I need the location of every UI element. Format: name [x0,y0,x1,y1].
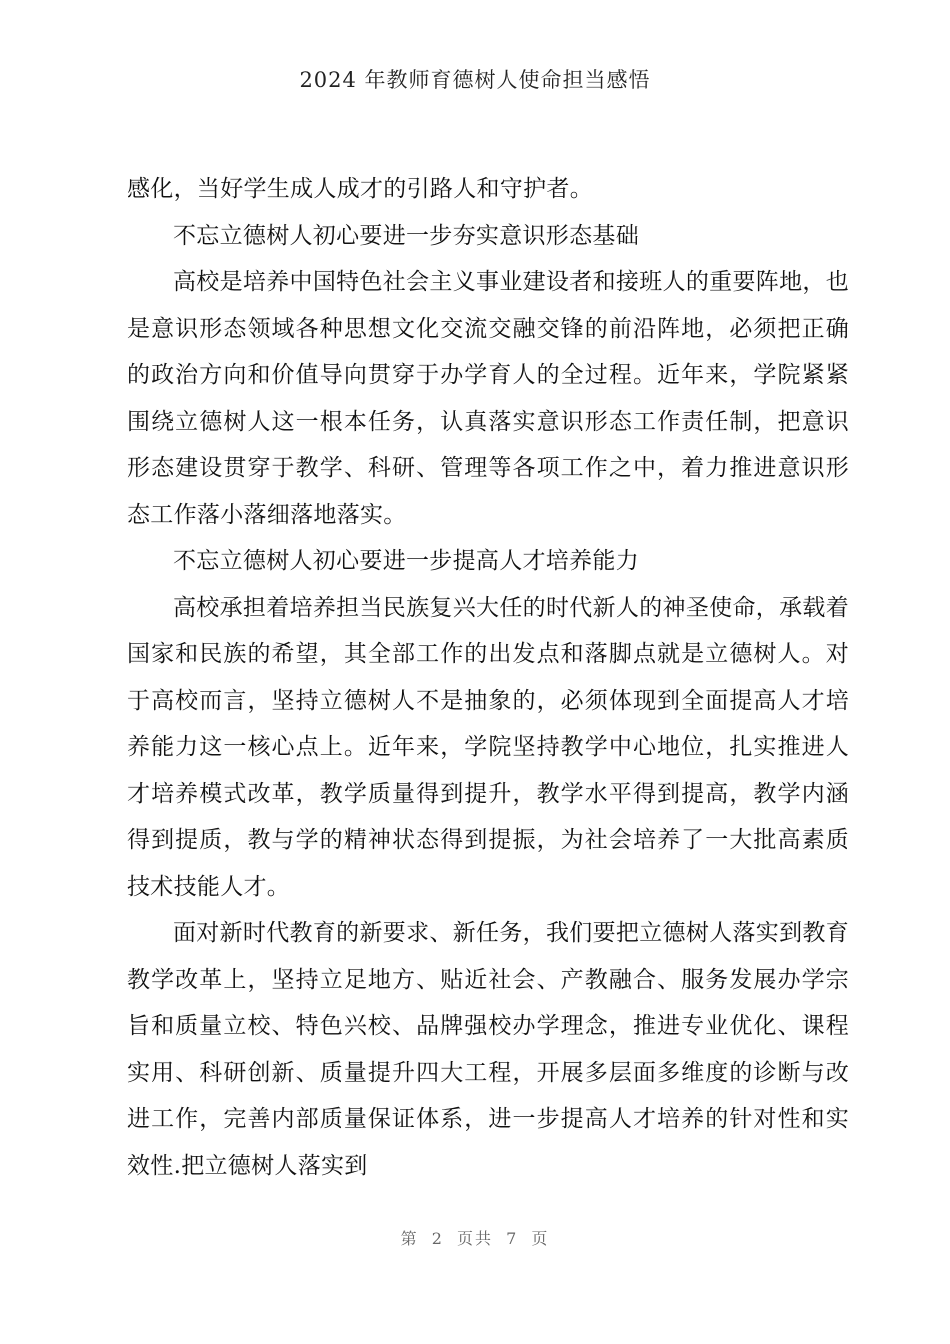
section-heading: 不忘立德树人初心要进一步提高人才培养能力 [173,548,639,574]
paragraph: 高校是培养中国特色社会主义事业建设者和接班人的重要阵地，也是意识形态领域各种思想文化交流交融交锋的前沿阵地，必须把正确的政治方向和价值导向贯穿于办学育人的全过程。近年来，学院紧紧围绕立德树人这一根本任务，认真落实意识形态工作责任制，把意识形态建设贯穿于教学、科研、管理等各项工作之中，着力推进意识形态工作落小落细落地落实。 [127,269,849,528]
page-title: 2024 年教师育德树人使命担当感悟 [299,68,651,92]
paragraph-continuation: 感化，当好学生成人成才的引路人和守护者。 [127,176,593,202]
paragraph: 高校承担着培养担当民族复兴大任的时代新人的神圣使命，承载着国家和民族的希望，其全部工作的出发点和落脚点就是立德树人。对于高校而言，坚持立德树人不是抽象的，必须体现到全面提高人才培养能力这一核心点上。近年来，学院坚持教学中心地位，扎实推进人才培养模式改革，教学质量得到提升，教学水平得到提高，教学内涵得到提质，教与学的精神状态得到提振，为社会培养了一大批高素质技术技能人才。 [127,594,849,900]
paragraph: 面对新时代教育的新要求、新任务，我们要把立德树人落实到教育教学改革上，坚持立足地方、贴近社会、产教融合、服务发展办学宗旨和质量立校、特色兴校、品牌强校办学理念，推进专业优化、课程实用、科研创新、质量提升四大工程，开展多层面多维度的诊断与改进工作，完善内部质量保证体系，进一步提高人才培养的针对性和实效性.把立德树人落实到 [127,920,849,1179]
section-heading: 不忘立德树人初心要进一步夯实意识形态基础 [173,222,639,249]
page-number: 第 2 页共 7 页 [400,1229,550,1248]
document-body [127,166,849,1189]
